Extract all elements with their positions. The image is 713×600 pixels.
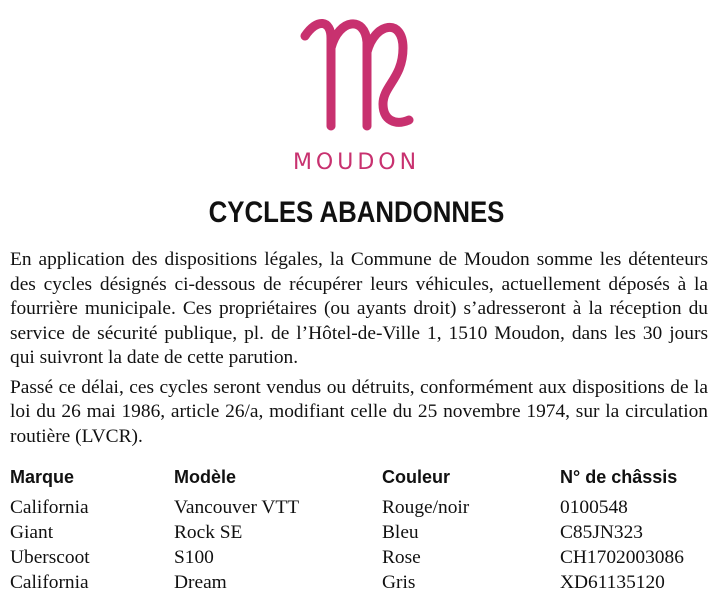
cell-couleur: Rouge/noir <box>382 496 470 518</box>
header-marque: Marque <box>10 466 75 487</box>
header-modele: Modèle <box>174 466 237 487</box>
cycles-table <box>10 465 710 595</box>
cell-marque: Giant <box>10 521 54 543</box>
table-row <box>10 495 710 520</box>
cell-marque: California <box>10 571 89 593</box>
cell-chassis: 0100548 <box>560 496 628 518</box>
cell-marque: California <box>10 496 89 518</box>
paragraph-1: En application des dispositions légales, la Commune de Moudon somme les détenteurs des cycles désignés ci-dessous de récupérer leurs véhicules, actuellement déposés à la fourrière municipale. Ces propriétaires (ou ayants droit) s’adresseront à la réception du service de sécurité publique, pl. de l’Hôtel-de-Ville 1, 1510 Moudon, dans les 30 jours qui suivront la date de cette parution. <box>10 249 708 368</box>
cell-chassis: CH1702003086 <box>560 546 684 568</box>
cell-modele: Dream <box>174 571 227 593</box>
cell-chassis: C85JN323 <box>560 521 643 543</box>
paragraph-2: Passé ce délai, ces cycles seront vendus ou détruits, conformément aux dispositions de la loi du 26 mai 1986, article 26/a, modifiant celle du 25 novembre 1974, sur la circulation routière (LVCR). <box>10 376 708 447</box>
table-row <box>10 545 710 570</box>
notice-body <box>10 248 708 454</box>
cell-modele: Rock SE <box>174 521 243 543</box>
header-couleur: Couleur <box>382 466 451 487</box>
cell-marque: Uberscoot <box>10 546 90 568</box>
moudon-m-logo-icon <box>287 8 427 148</box>
cell-modele: S100 <box>174 546 214 568</box>
cell-couleur: Gris <box>382 571 416 593</box>
table-header-row <box>10 465 710 495</box>
header-chassis: N° de châssis <box>560 466 678 487</box>
page-title: CYCLES ABANDONNES <box>208 196 505 229</box>
cell-modele: Vancouver VTT <box>174 496 300 518</box>
moudon-logo <box>0 8 713 148</box>
table-row <box>10 570 710 595</box>
cell-chassis: XD61135120 <box>560 571 665 593</box>
table-row <box>10 520 710 545</box>
logo-text: MOUDON <box>292 150 421 175</box>
cell-couleur: Rose <box>382 546 421 568</box>
cell-couleur: Bleu <box>382 521 419 543</box>
